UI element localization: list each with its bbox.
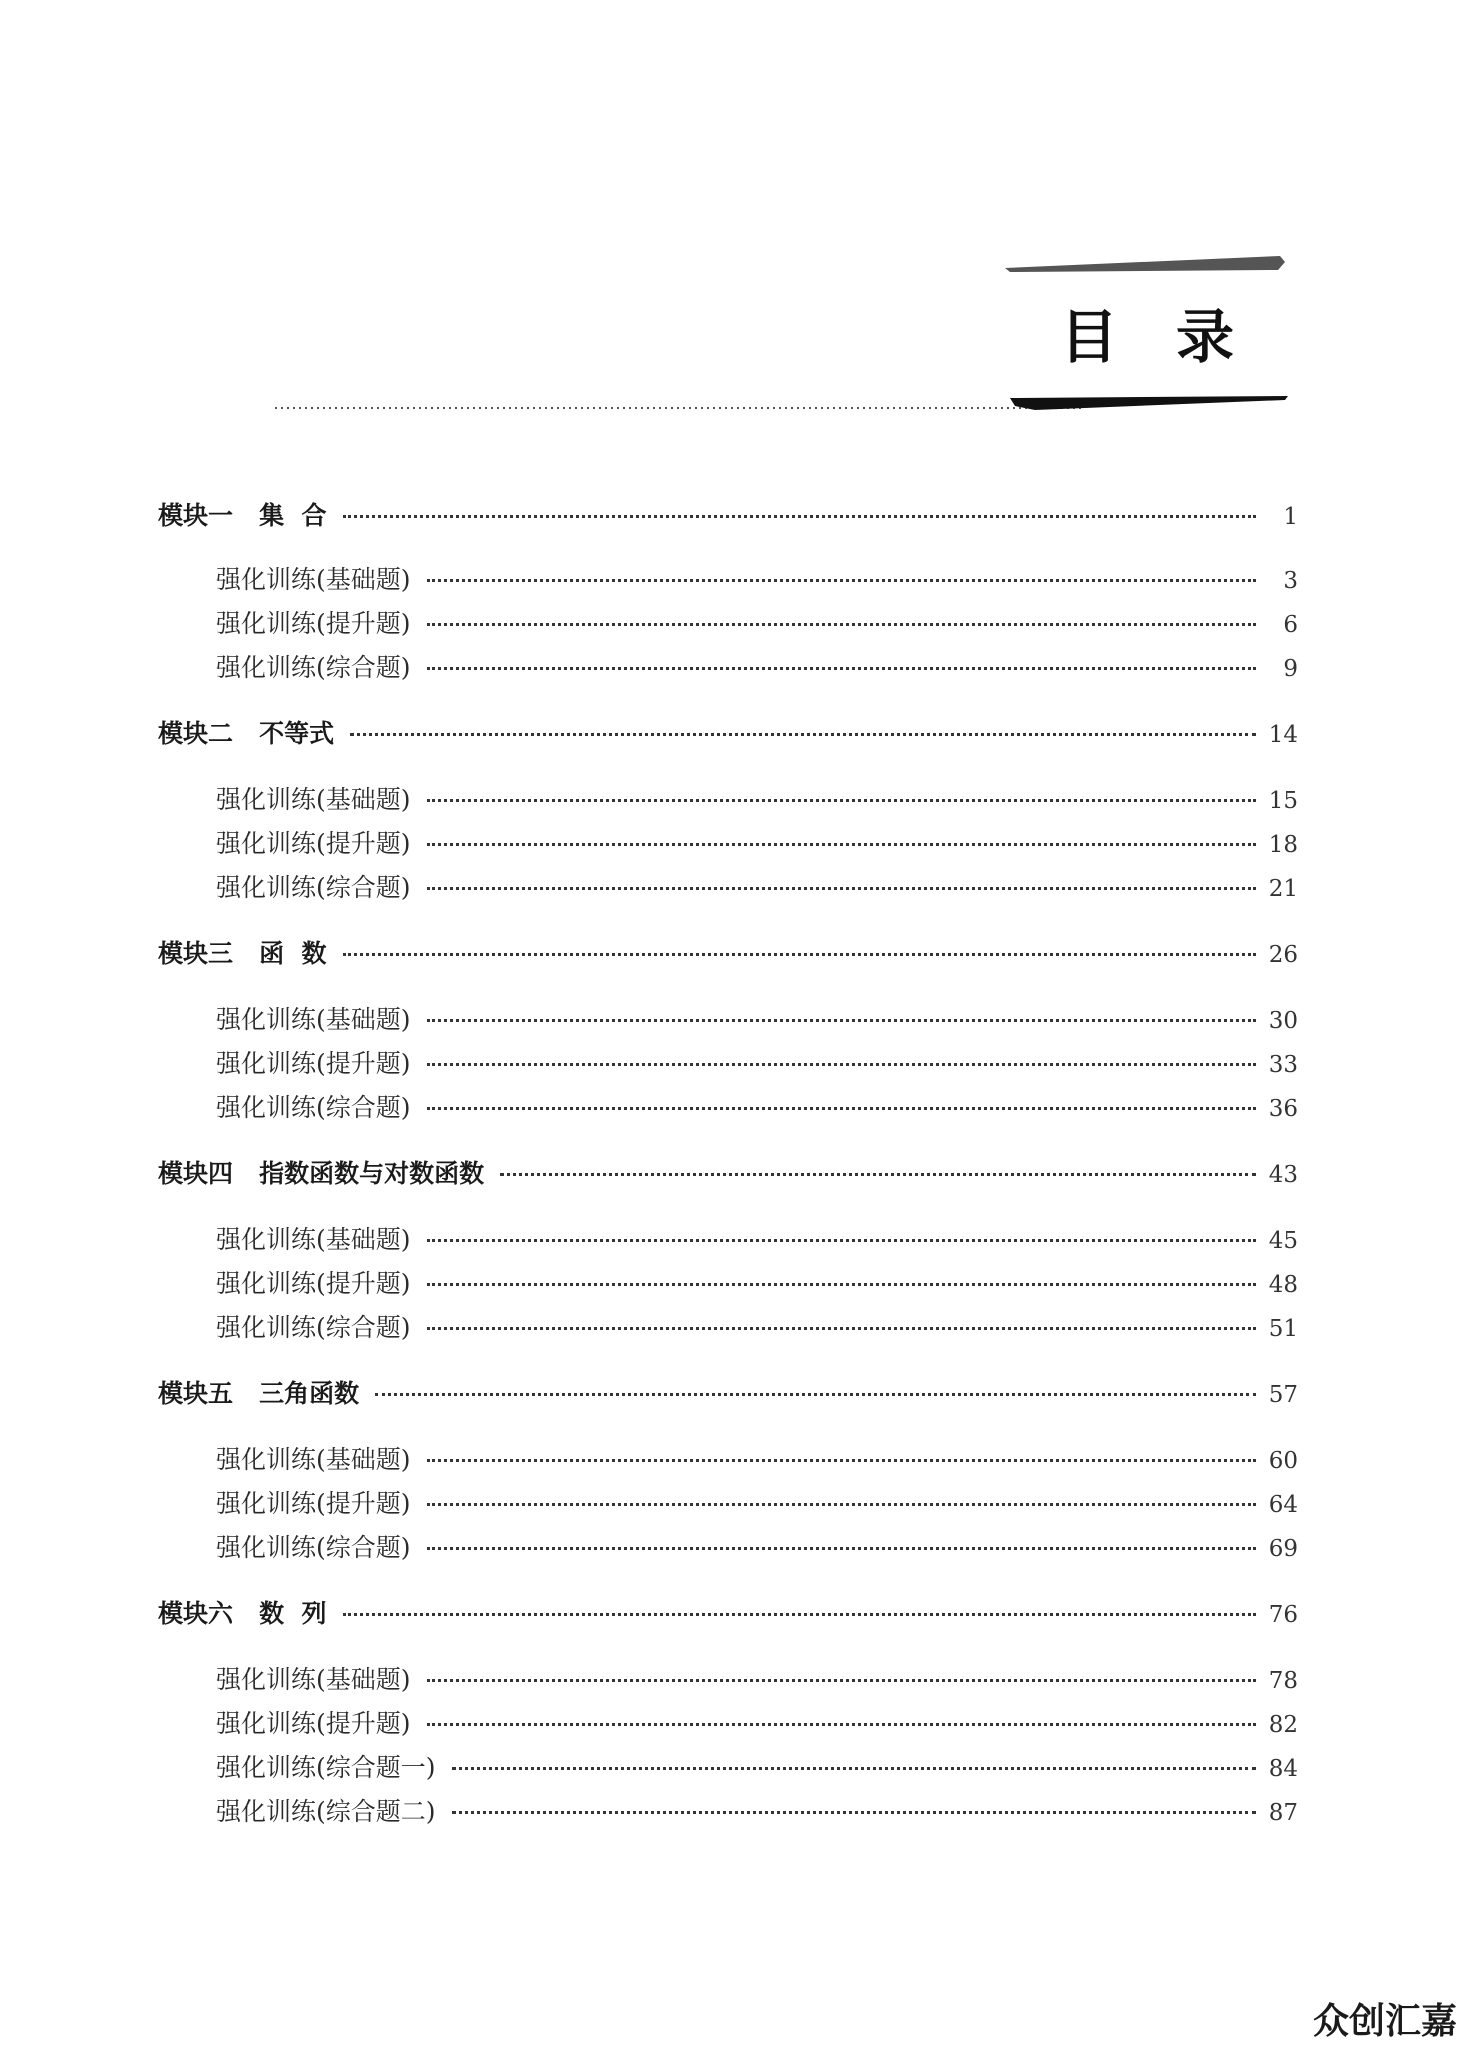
page-number: 15 [1268,788,1298,814]
toc-subentry[interactable] [158,1440,1298,1484]
toc-subentry[interactable] [158,1044,1298,1088]
bottom-brush-stroke [1010,396,1288,410]
module-title: 模块六 数 列 [158,1599,327,1628]
subentry-title: 强化训练(提升题) [216,1489,411,1518]
subentry-title: 强化训练(综合题一) [216,1753,436,1782]
page-number: 76 [1268,1602,1298,1628]
dot-leader [452,1767,1256,1770]
subentry-title: 强化训练(综合题) [216,873,411,902]
dot-leader [427,1063,1256,1066]
subentry-title: 强化训练(综合题) [216,1093,411,1122]
page-number: 21 [1268,876,1298,902]
page-number: 82 [1268,1712,1298,1738]
dot-leader [500,1173,1256,1176]
page-number: 84 [1268,1756,1298,1782]
page-number: 51 [1268,1316,1298,1342]
dot-leader [427,1283,1256,1286]
subentry-title: 强化训练(提升题) [216,829,411,858]
page-number: 6 [1283,612,1298,638]
page-number: 60 [1268,1448,1298,1474]
top-brush-stroke [1005,256,1285,272]
toc-subentry[interactable] [158,1088,1298,1132]
dot-leader [343,1613,1256,1616]
page-number: 64 [1268,1492,1298,1518]
page-number: 45 [1268,1228,1298,1254]
toc-subentry-group [158,1000,1298,1132]
page-number: 48 [1268,1272,1298,1298]
toc-subentry[interactable] [158,560,1298,604]
toc-subentry-group [158,1220,1298,1352]
subentry-title: 强化训练(综合题) [216,1533,411,1562]
toc-subentry[interactable] [158,1308,1298,1352]
page-number: 1 [1283,504,1298,530]
toc-subentry-group [158,1440,1298,1572]
module-title: 模块二 不等式 [158,719,335,748]
subentry-title: 强化训练(基础题) [216,785,411,814]
toc-subentry[interactable] [158,1704,1298,1748]
toc-subentry[interactable] [158,1484,1298,1528]
module-title: 模块五 三角函数 [158,1379,360,1408]
module-title: 模块三 函 数 [158,939,327,968]
dot-leader [427,1327,1256,1330]
page-title: 目录 [1060,303,1293,371]
page-number: 36 [1268,1096,1298,1122]
dot-leader [427,1547,1256,1550]
toc-subentry[interactable] [158,604,1298,648]
dot-leader [427,1239,1256,1242]
subentry-title: 强化训练(基础题) [216,1445,411,1474]
toc-subentry[interactable] [158,1264,1298,1308]
page-number: 18 [1268,832,1298,858]
module-title: 模块一 集 合 [158,501,327,530]
subentry-title: 强化训练(综合题) [216,1313,411,1342]
subentry-title: 强化训练(基础题) [216,1225,411,1254]
toc-subentry[interactable] [158,1792,1298,1836]
toc-subentry[interactable] [158,868,1298,912]
toc-subentry-group [158,780,1298,912]
subentry-title: 强化训练(提升题) [216,1269,411,1298]
toc-module-entry[interactable] [158,934,1298,978]
dot-leader [427,1679,1256,1682]
subentry-title: 强化训练(基础题) [216,565,411,594]
toc-subentry[interactable] [158,1000,1298,1044]
dot-leader [427,623,1256,626]
toc-subentry[interactable] [158,1220,1298,1264]
page-number: 14 [1268,722,1298,748]
dot-leader [427,1019,1256,1022]
subentry-title: 强化训练(基础题) [216,1005,411,1034]
dot-leader [427,1723,1256,1726]
toc-module-entry[interactable] [158,1374,1298,1418]
watermark: 众创汇嘉 [1312,2001,1457,2042]
toc-subentry[interactable] [158,780,1298,824]
toc-subentry-group [158,1660,1298,1836]
page-number: 87 [1268,1800,1298,1826]
toc-subentry[interactable] [158,1528,1298,1572]
dot-leader [427,1459,1256,1462]
dot-leader [375,1393,1256,1396]
toc-subentry[interactable] [158,824,1298,868]
toc-subentry-group [158,560,1298,692]
dot-leader [427,799,1256,802]
dot-leader [350,733,1256,736]
dot-leader [343,953,1256,956]
subentry-title: 强化训练(基础题) [216,1665,411,1694]
page-number: 3 [1283,568,1298,594]
dot-leader [427,843,1256,846]
subentry-title: 强化训练(综合题二) [216,1797,436,1826]
dot-leader [343,515,1256,518]
dot-leader [427,1503,1256,1506]
dot-leader [427,579,1256,582]
page-number: 43 [1268,1162,1298,1188]
toc-module-entry[interactable] [158,714,1298,758]
toc-module-entry[interactable] [158,496,1298,540]
subentry-title: 强化训练(综合题) [216,653,411,682]
page-number: 57 [1268,1382,1298,1408]
toc-module-entry[interactable] [158,1154,1298,1198]
toc-subentry[interactable] [158,1748,1298,1792]
dot-leader [427,1107,1256,1110]
toc-header [0,0,1457,430]
subentry-title: 强化训练(提升题) [216,1709,411,1738]
page-number: 26 [1268,942,1298,968]
page-number: 9 [1283,656,1298,682]
dot-leader [452,1811,1256,1814]
toc-subentry[interactable] [158,1660,1298,1704]
page-number: 69 [1268,1536,1298,1562]
page-number: 78 [1268,1668,1298,1694]
toc-module-entry[interactable] [158,1594,1298,1638]
dot-leader [427,667,1256,670]
page-number: 33 [1268,1052,1298,1078]
table-of-contents [158,496,1298,1858]
subentry-title: 强化训练(提升题) [216,609,411,638]
subentry-title: 强化训练(提升题) [216,1049,411,1078]
dot-leader [427,887,1256,890]
module-title: 模块四 指数函数与对数函数 [158,1159,485,1188]
toc-subentry[interactable] [158,648,1298,692]
page-number: 30 [1268,1008,1298,1034]
